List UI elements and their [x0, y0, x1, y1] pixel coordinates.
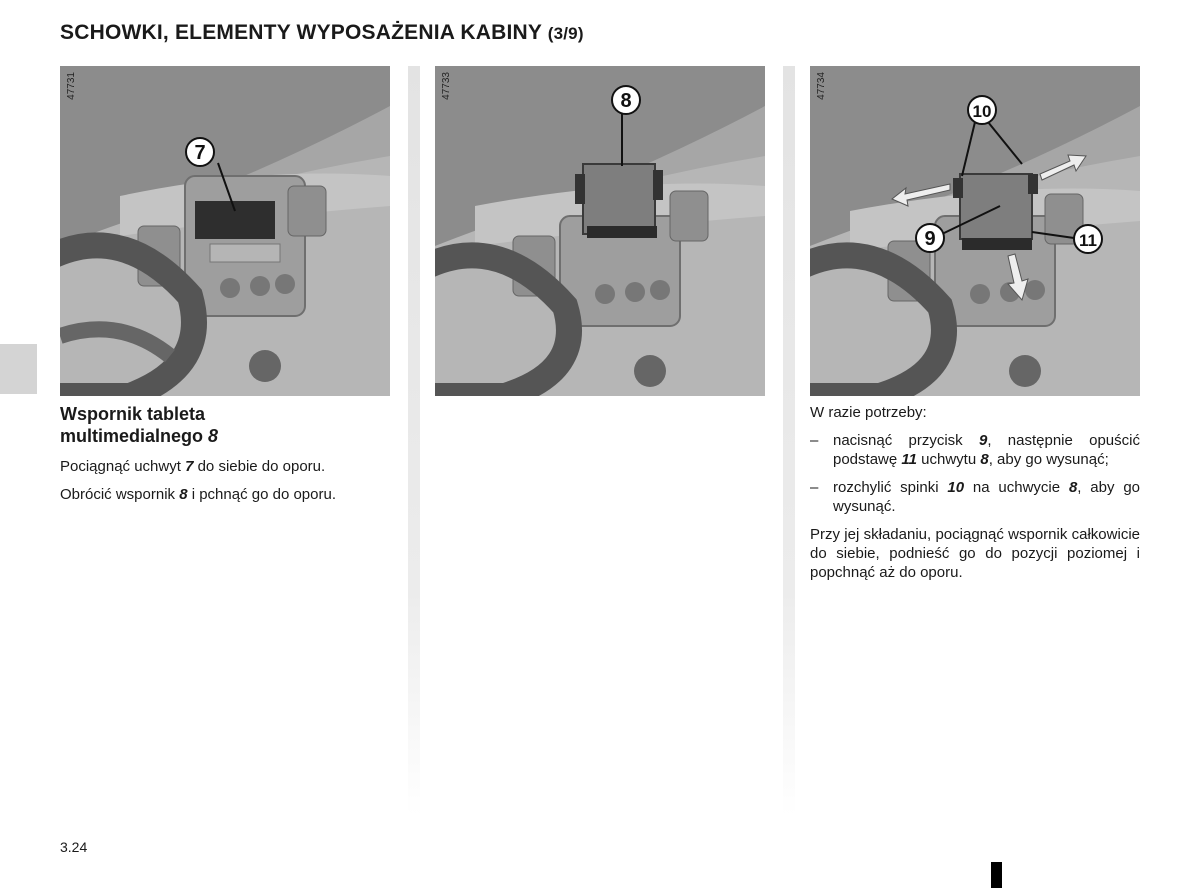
list-item-text: rozchylić spinki 10 na uchwycie 8, aby go wysunąć. [833, 479, 1141, 515]
column-divider-left [408, 66, 420, 816]
list-dash: – [810, 479, 819, 496]
section-heading-line1: Wspornik tableta [60, 404, 206, 424]
figure-code: 47734 [816, 72, 827, 100]
page-number: 3.24 [60, 839, 88, 855]
instruction-paragraph: Obrócić wspornik 8 i pchnąć go do oporu. [60, 486, 336, 503]
figure-tablet-holder-closed [60, 66, 390, 396]
figure-tablet-holder-open [435, 66, 765, 396]
ref-number: 8 [179, 486, 188, 503]
callout-9: 9 [924, 228, 936, 250]
ref-number: 7 [185, 458, 194, 475]
section-heading-line2: multimedialnego [60, 426, 204, 446]
list-item [810, 478, 1140, 516]
instruction-paragraph: Pociągnąć uchwyt 7 do siebie do oporu. [60, 458, 326, 475]
list-dash: – [810, 432, 819, 449]
page-title-text: SCHOWKI, ELEMENTY WYPOSAŻENIA KABINY [60, 21, 542, 44]
left-column [60, 403, 390, 513]
callout-8: 8 [620, 90, 632, 112]
callout-7: 7 [194, 142, 206, 164]
figure-code: 47731 [66, 72, 77, 100]
list-item-text: nacisnąć przycisk 9, następnie opuścić podstawę 11 uchwytu 8, aby go wysunąć; [833, 432, 1140, 468]
page-title [60, 21, 584, 45]
figure-tablet-holder-release [810, 66, 1140, 396]
list-item [810, 431, 1140, 469]
page-title-part: (3/9) [547, 24, 584, 43]
page-corner-mark [991, 862, 1002, 888]
section-heading-ref: 8 [208, 426, 219, 446]
intro-paragraph: W razie potrzeby: [810, 404, 927, 421]
column-divider-right [783, 66, 795, 816]
figure-code: 47733 [441, 72, 452, 100]
callout-11: 11 [1079, 231, 1097, 250]
closing-paragraph: Przy jej składaniu, pociągnąć wspornik całkowicie do siebie, podnieść go do pozycji poziomej i popchnąć aż do oporu. [810, 526, 1140, 581]
section-heading [60, 403, 390, 447]
chapter-tab [0, 344, 37, 394]
callout-10: 10 [972, 102, 992, 121]
right-column [810, 403, 1140, 591]
